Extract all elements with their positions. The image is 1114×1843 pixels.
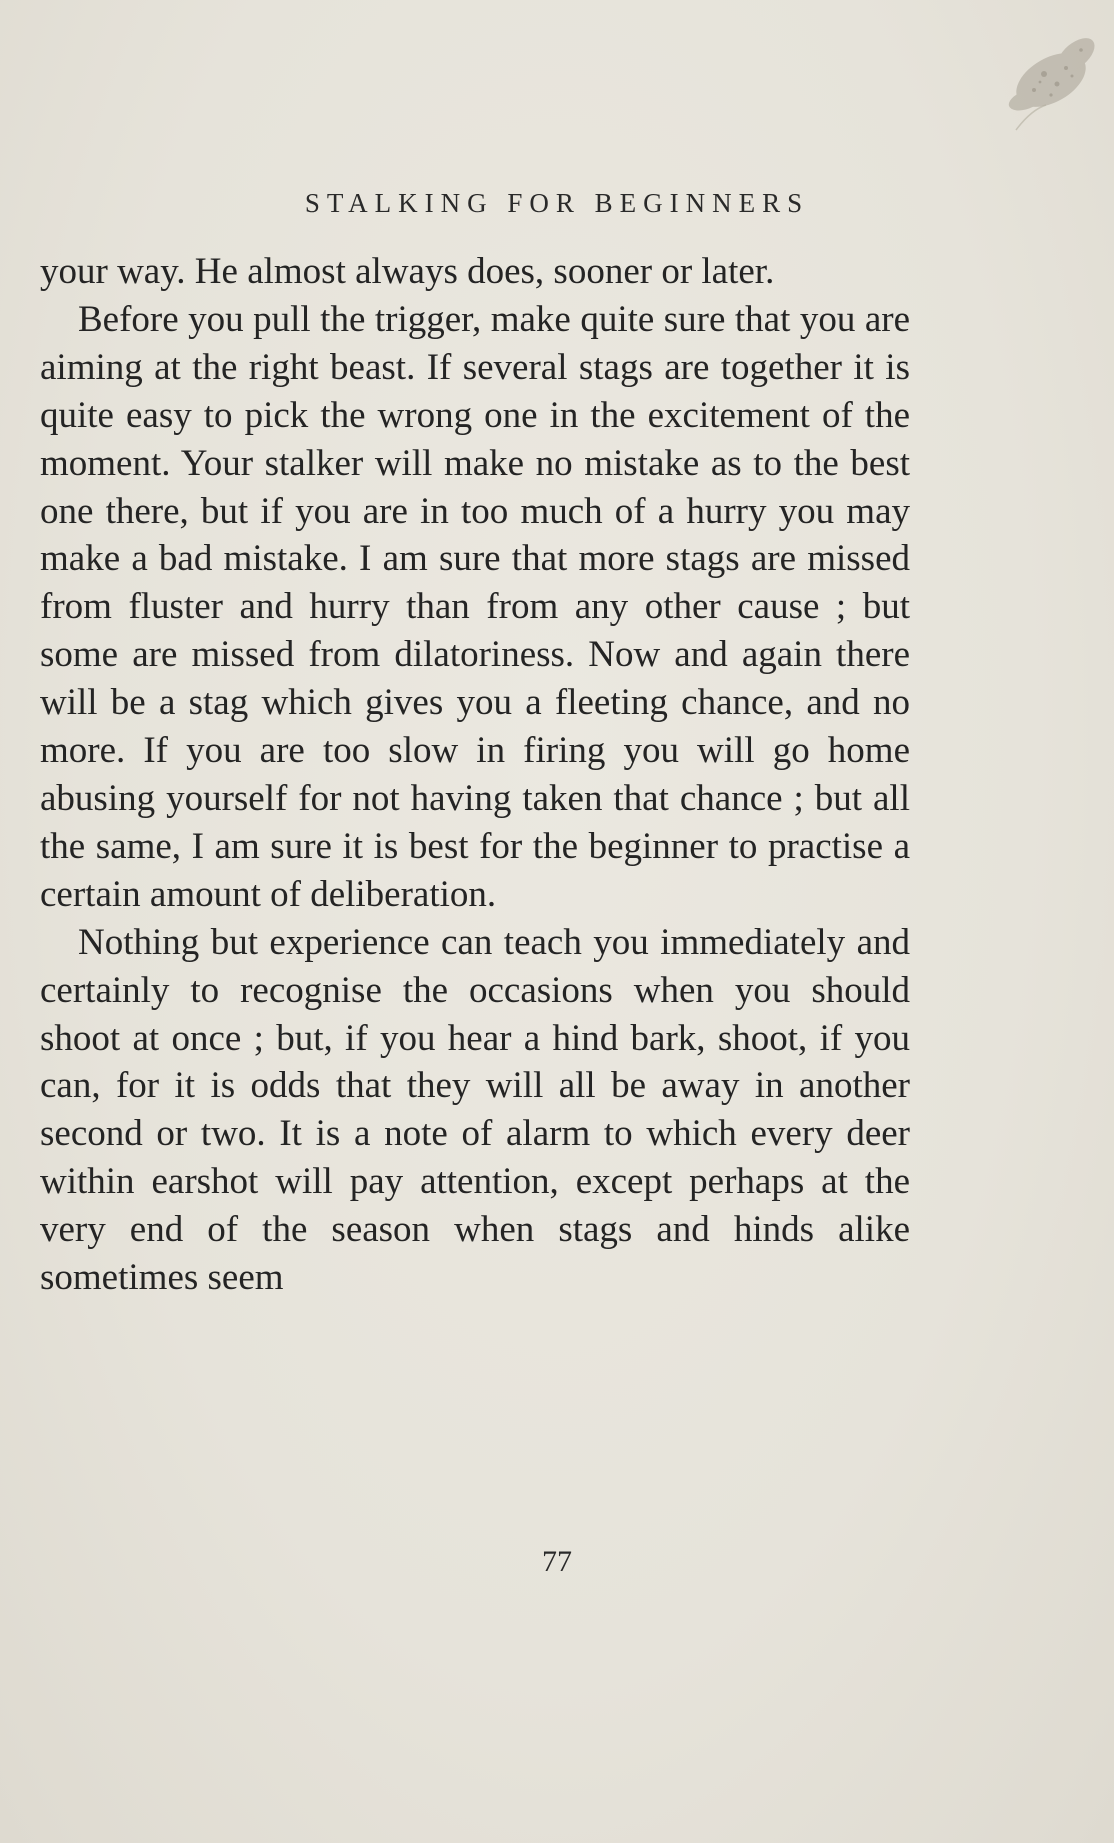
paper-stain [956,10,1106,140]
paragraph-2: Before you pull the trigger, make quite sure that you are aiming at the right beast. If several stags are together it is quite easy to pick the wrong one in the excitement of the moment. Your stalker will make no mistake as to the best one there, but if you are in too much of a hurry you may make a bad mistake. I am sure that more stags are missed from fluster and hurry than from any other cause ; but some are missed from dilatoriness. Now and again there will be a stag which gives you a fleeting chance, and no more. If you are too slow in firing you will go home abusing yourself for not having taken that chance ; but all the same, I am sure it is best for the beginner to practise a certain amount of deliberation. [40,298,910,915]
body-text [40,248,910,1302]
paragraph-3: Nothing but experience can teach you immediately and certainly to recognise the occasions when you should shoot at once ; but, if you hear a hind bark, shoot, if you can, for it is odds that they will all be away in another second or two. It is a note of alarm to which every deer within earshot will pay attention, except perhaps at the very end of the season when stags and hinds alike sometimes seem [40,921,910,1299]
page-number: 77 [542,1545,572,1578]
running-head: STALKING FOR BEGINNERS [304,188,810,218]
paragraph-1: your way. He almost always does, sooner or later. [40,251,775,292]
